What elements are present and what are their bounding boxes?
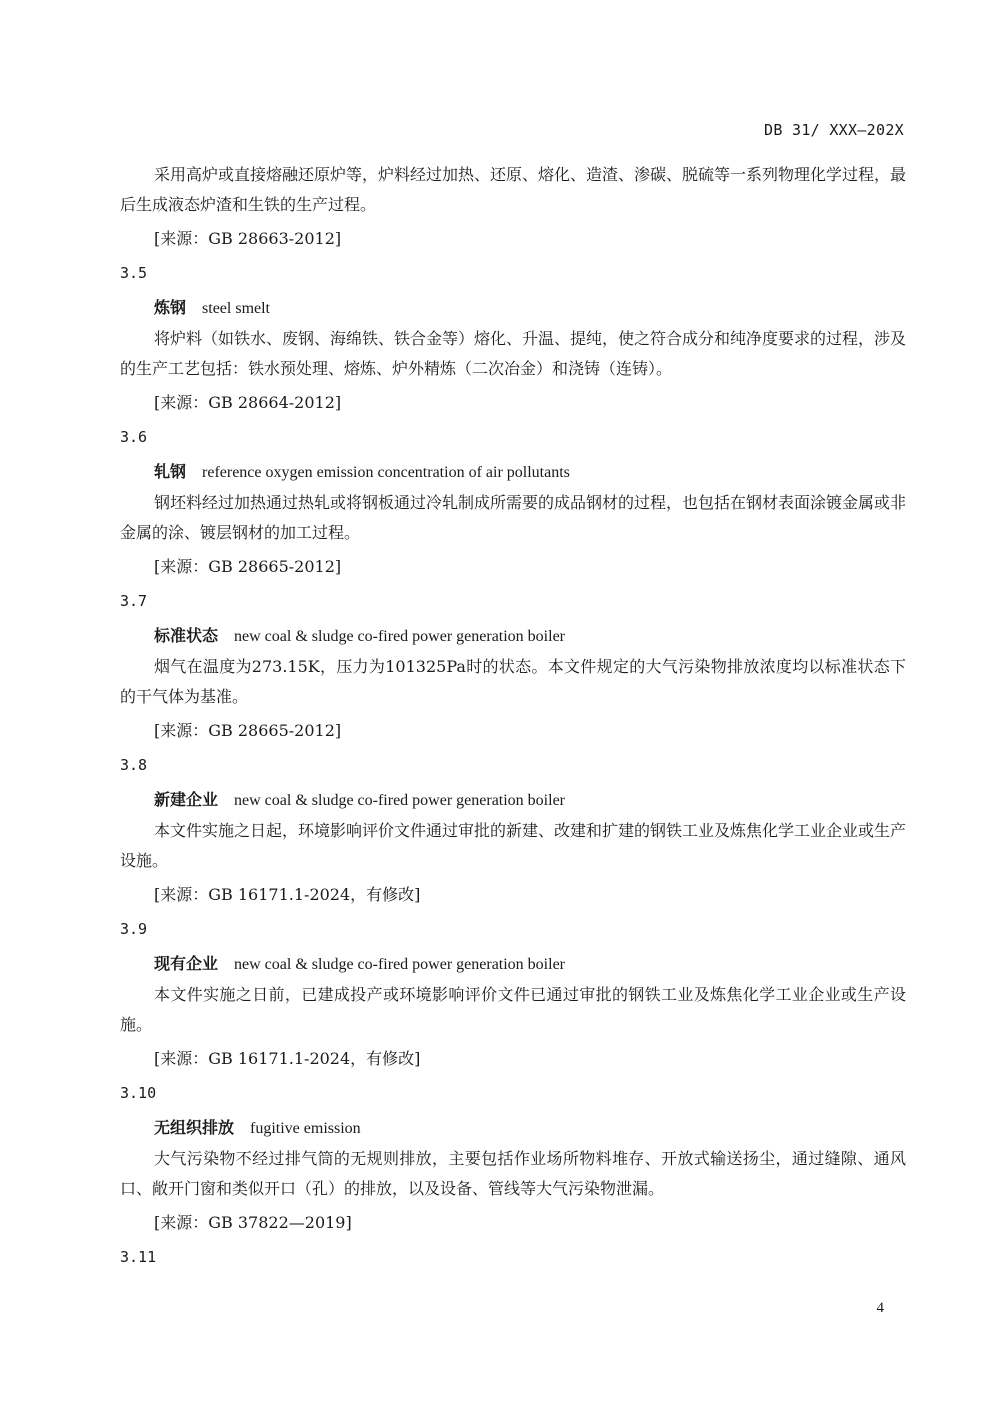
clause-number: 3.5 — [120, 264, 148, 282]
term-english: fugitive emission — [250, 1120, 361, 1137]
term-heading — [120, 1113, 906, 1144]
term-definition: 本文件实施之日起，环境影响评价文件通过审批的新建、改建和扩建的钢铁工业及炼焦化学工业企业或生产设施。 — [120, 821, 907, 870]
term-definition: 将炉料（如铁水、废钢、海绵铁、铁合金等）熔化、升温、提纯，使之符合成分和纯净度要求的过程，涉及的生产工艺包括：铁水预处理、熔炼、炉外精炼（二次冶金）和浇铸（连铸）。 — [120, 329, 907, 378]
term-english: new coal & sludge co-fired power generation boiler — [234, 628, 565, 645]
clause-number: 3.10 — [120, 1084, 157, 1102]
term-chinese: 轧钢 — [154, 462, 187, 481]
term-chinese: 标准状态 — [154, 626, 219, 645]
term-source: [来源：GB 16171.1-2024，有修改] — [154, 1049, 421, 1068]
term-source: [来源：GB 28665-2012] — [154, 557, 342, 576]
term-english: steel smelt — [202, 300, 270, 317]
page-number: 4 — [876, 1300, 884, 1316]
clause-number: 3.6 — [120, 428, 148, 446]
document-code-header: DB 31/ XXX—202X — [764, 121, 904, 139]
term-chinese: 炼钢 — [154, 298, 187, 317]
term-heading — [120, 293, 906, 324]
term-heading — [120, 949, 906, 980]
term-source: [来源：GB 28665-2012] — [154, 721, 342, 740]
intro-definition: 采用高炉或直接熔融还原炉等，炉料经过加热、还原、熔化、造渣、渗碳、脱硫等一系列物理化学过程，最后生成液态炉渣和生铁的生产过程。 — [120, 165, 907, 214]
term-source: [来源：GB 28664-2012] — [154, 393, 342, 412]
clause-number: 3.8 — [120, 756, 148, 774]
intro-source: [来源：GB 28663-2012] — [154, 229, 342, 248]
term-source: [来源：GB 37822—2019] — [154, 1213, 352, 1232]
term-english: new coal & sludge co-fired power generation boiler — [234, 956, 565, 973]
term-heading — [120, 457, 906, 488]
term-chinese: 无组织排放 — [154, 1118, 235, 1137]
term-english: reference oxygen emission concentration of air pollutants — [202, 464, 570, 481]
document-body — [120, 160, 906, 1272]
term-definition: 钢坯料经过加热通过热轧或将钢板通过冷轧制成所需要的成品钢材的过程，也包括在钢材表面涂镀金属或非金属的涂、镀层钢材的加工过程。 — [120, 493, 907, 542]
term-chinese: 新建企业 — [154, 790, 219, 809]
term-english: new coal & sludge co-fired power generation boiler — [234, 792, 565, 809]
term-definition: 大气污染物不经过排气筒的无规则排放，主要包括作业场所物料堆存、开放式输送扬尘，通过缝隙、通风口、敞开门窗和类似开口（孔）的排放，以及设备、管线等大气污染物泄漏。 — [120, 1149, 906, 1198]
clause-number: 3.9 — [120, 920, 148, 938]
term-source: [来源：GB 16171.1-2024，有修改] — [154, 885, 421, 904]
term-heading — [120, 621, 906, 652]
term-definition: 本文件实施之日前，已建成投产或环境影响评价文件已通过审批的钢铁工业及炼焦化学工业企业或生产设施。 — [120, 985, 906, 1034]
clause-number: 3.11 — [120, 1248, 157, 1266]
clause-number: 3.7 — [120, 592, 148, 610]
term-definition: 烟气在温度为273.15K，压力为101325Pa时的状态。本文件规定的大气污染物排放浓度均以标准状态下的干气体为基准。 — [120, 657, 906, 706]
term-heading — [120, 785, 906, 816]
term-chinese: 现有企业 — [154, 954, 219, 973]
